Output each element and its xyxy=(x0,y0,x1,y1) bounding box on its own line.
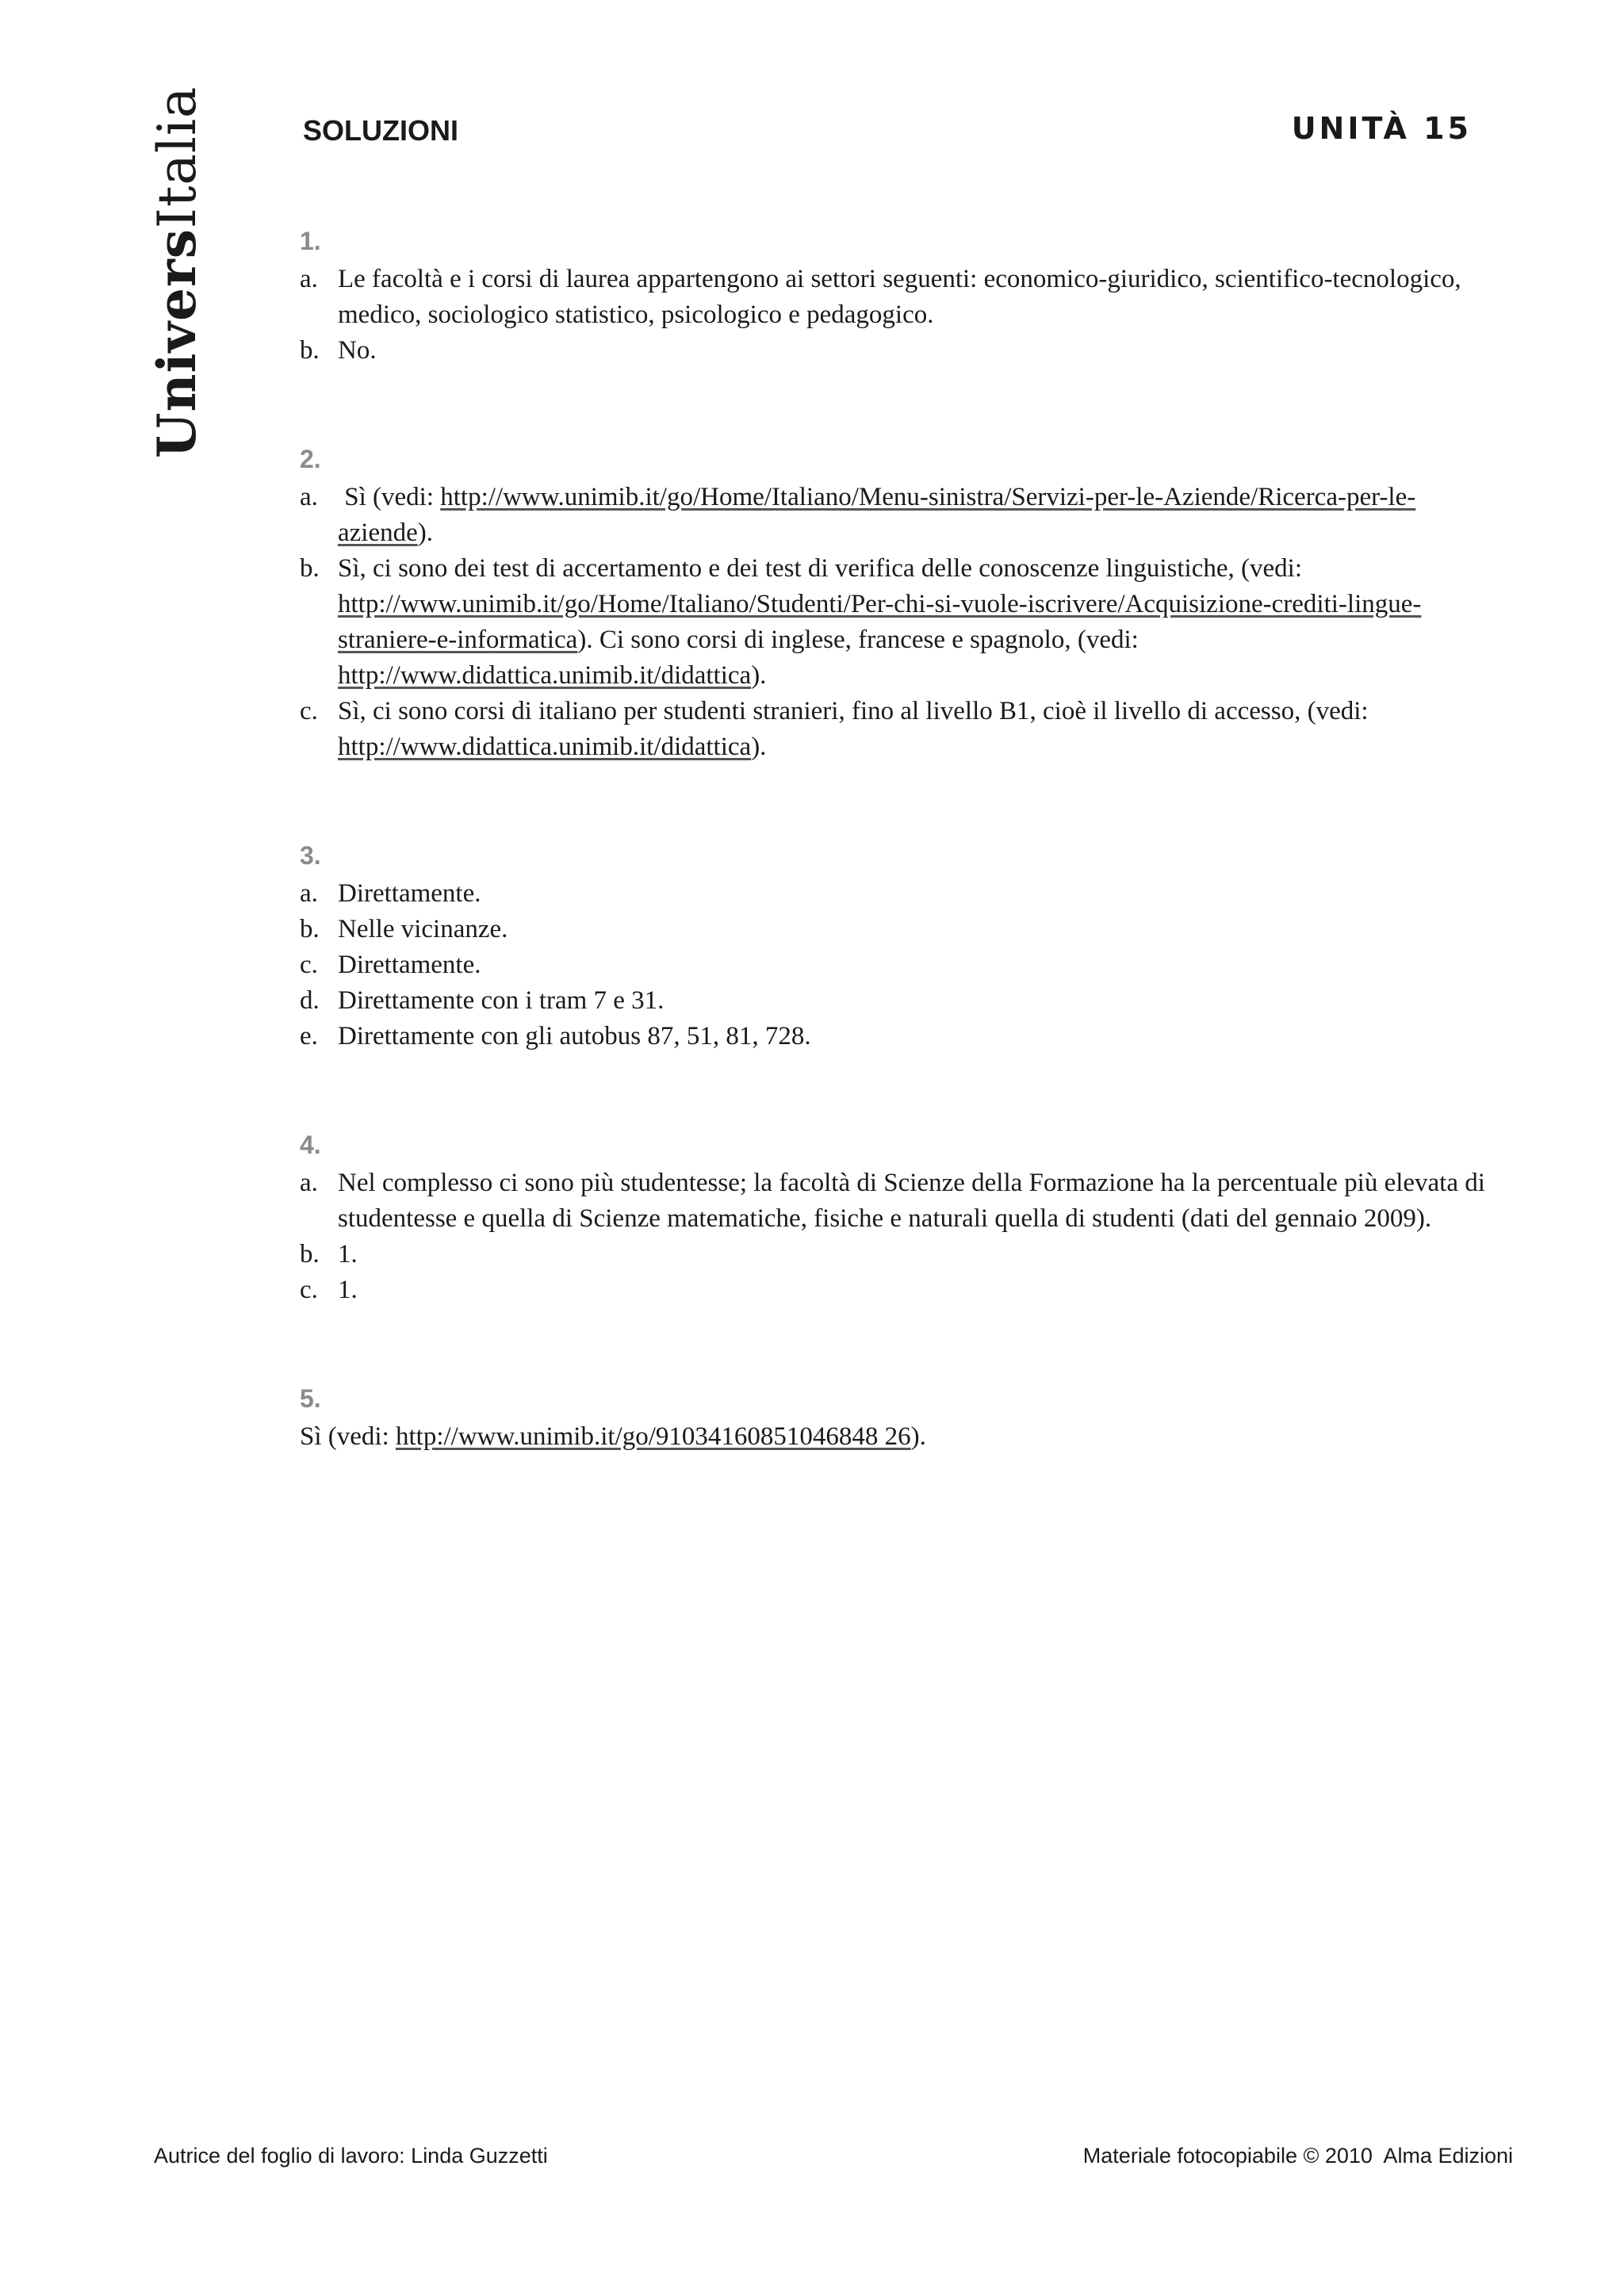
answer-item xyxy=(300,912,1489,947)
answer-text: Direttamente. xyxy=(338,879,481,908)
answer-letter: b. xyxy=(300,554,320,583)
answer-link-2[interactable]: http://www.didattica.unimib.it/didattica xyxy=(338,661,752,690)
answer-text: Direttamente. xyxy=(338,951,481,979)
answer-item xyxy=(300,1272,1489,1308)
answer-item xyxy=(300,1019,1489,1054)
answer-link[interactable]: http://www.unimib.it/go/91034160851046848 26 xyxy=(396,1422,911,1451)
brand-logo xyxy=(141,86,213,458)
answer-text: Nelle vicinanze. xyxy=(338,915,508,943)
answer-letter: e. xyxy=(300,1022,318,1050)
answer-post: ). xyxy=(910,1422,926,1451)
answer-letter: c. xyxy=(300,1276,318,1304)
answer-pre: Sì, ci sono corsi di italiano per studenti stranieri, fino al livello B1, cioè il livello di accesso, (vedi: xyxy=(338,697,1369,725)
section-2 xyxy=(300,440,1489,765)
answer-text: No. xyxy=(338,336,377,365)
answer-item xyxy=(300,333,1489,369)
section-number: 1. xyxy=(300,227,321,255)
answer-pre: Sì (vedi: xyxy=(300,1422,396,1451)
section-number: 4. xyxy=(300,1131,321,1159)
section-3 xyxy=(300,836,1489,1054)
section-4 xyxy=(300,1126,1489,1308)
answer-letter: c. xyxy=(300,697,318,725)
answer-post: ). xyxy=(417,519,434,547)
answer-link[interactable]: http://www.unimib.it/go/Home/Italiano/Studenti/Per-chi-si-vuole-iscrivere/Acquisizione-crediti-lingue-straniere-e-informatica xyxy=(338,590,1422,654)
answer-letter: b. xyxy=(300,336,320,365)
answer-letter: b. xyxy=(300,915,320,943)
footer-copyright: Materiale fotocopiabile © 2010 Alma Edizioni xyxy=(1082,2144,1513,2168)
answer-text: Direttamente con i tram 7 e 31. xyxy=(338,986,665,1015)
answer-letter: a. xyxy=(300,483,318,511)
answer-link[interactable]: http://www.unimib.it/go/Home/Italiano/Menu-sinistra/Servizi-per-le-Aziende/Ricerca-per-le-aziende xyxy=(338,483,1416,547)
answer-text: 1. xyxy=(338,1240,358,1269)
section-number: 5. xyxy=(300,1384,321,1413)
answer-item xyxy=(300,876,1489,912)
solutions-content xyxy=(300,222,1489,1526)
answer-text: Direttamente con gli autobus 87, 51, 81, 728. xyxy=(338,1022,811,1050)
unit-label: UNITÀ 15 xyxy=(1291,111,1472,146)
answer-text: 1. xyxy=(338,1276,358,1304)
answer-post-2: ). xyxy=(751,661,767,690)
answer-text xyxy=(338,551,1489,694)
answer-item xyxy=(300,947,1489,983)
answer-letter: a. xyxy=(300,879,318,908)
answer-letter: a. xyxy=(300,265,318,293)
answer-item xyxy=(300,262,1489,333)
section-number: 2. xyxy=(300,445,321,473)
section-5 xyxy=(300,1380,1489,1455)
answer-post: ). Ci sono corsi di inglese, francese e spagnolo, (vedi: xyxy=(577,626,1139,654)
answer-item xyxy=(300,694,1489,765)
answer-post: ). xyxy=(751,733,767,761)
answer-item xyxy=(300,1237,1489,1272)
answer-letter: b. xyxy=(300,1240,320,1269)
answer-link[interactable]: http://www.didattica.unimib.it/didattica xyxy=(338,733,752,761)
answer-item xyxy=(300,983,1489,1019)
answer-letter: d. xyxy=(300,986,320,1015)
section-1 xyxy=(300,222,1489,369)
header-title: SOLUZIONI xyxy=(303,114,458,147)
answer-text xyxy=(338,694,1489,765)
section-number: 3. xyxy=(300,841,321,870)
answer-text: Nel complesso ci sono più studentesse; la facoltà di Scienze della Formazione ha la percentuale più elevata di studentesse e quella di Scienze matematiche, fisiche e naturali quella di studenti (dati del gennaio 2009). xyxy=(338,1169,1485,1233)
answer-pre: Sì, ci sono dei test di accertamento e dei test di verifica delle conoscenze linguistiche, (vedi: xyxy=(338,554,1302,583)
answer-item xyxy=(300,1165,1489,1237)
answer-text: Le facoltà e i corsi di laurea appartengono ai settori seguenti: economico-giuridico, scientifico-tecnologico, medico, sociologico statistico, psicologico e pedagogico. xyxy=(338,265,1461,329)
answer-item xyxy=(300,551,1489,694)
answer-item xyxy=(300,480,1489,551)
answer-text xyxy=(300,1419,1489,1455)
answer-letter: c. xyxy=(300,951,318,979)
footer-author: Autrice del foglio di lavoro: Linda Guzzetti xyxy=(154,2144,548,2168)
answer-pre: Sì (vedi: xyxy=(338,483,441,511)
answer-text xyxy=(338,480,1489,551)
brand-bold: Univers xyxy=(146,228,208,458)
brand-regular: Italia xyxy=(147,86,208,229)
answer-letter: a. xyxy=(300,1169,318,1197)
